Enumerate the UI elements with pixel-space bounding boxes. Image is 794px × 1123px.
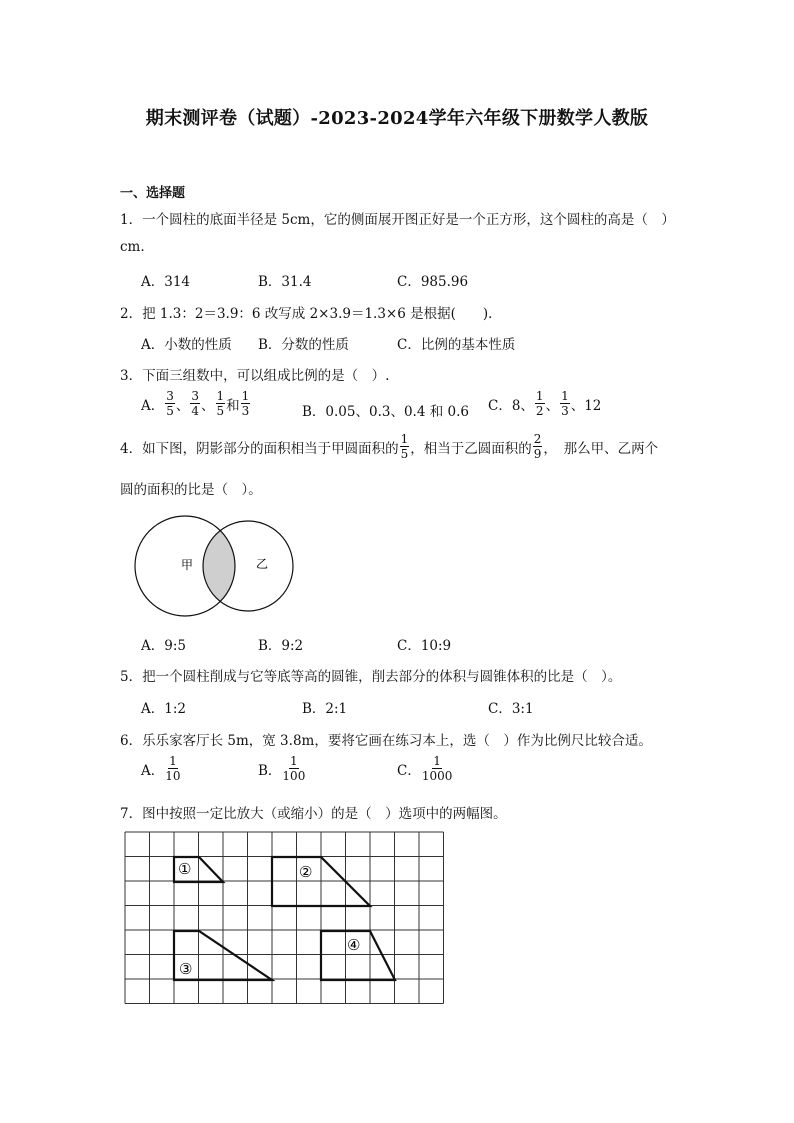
label-jia: 甲: [181, 558, 194, 572]
fraction: $\frac{3}{4}$: [191, 389, 200, 418]
question-5-text: 5．把一个圆柱削成与它等底等高的圆锥，削去部分的体积与圆锥体积的比是（ ）。: [120, 669, 622, 685]
marker-3: ③: [179, 960, 193, 978]
q4-option-c: C．10:9: [397, 638, 452, 654]
section-heading: 一、选择题: [120, 186, 186, 201]
q4-option-a: A．9:5: [141, 638, 186, 654]
fraction: $\frac{1}{100}$: [282, 754, 306, 783]
q4-text-part: ， 那么甲、乙两个: [543, 440, 659, 457]
q3-c-label: C．8、: [488, 397, 534, 414]
q6-option-a: [141, 755, 182, 782]
question-4-text-cont: 圆的面积的比是（ ）。: [120, 482, 262, 498]
q1-option-a: A．314: [141, 274, 191, 290]
fraction: $\frac{1}{3}$: [241, 389, 250, 418]
question-6-text: 6．乐乐家客厅长 5m，宽 3.8m，要将它画在练习本上，选（ ）作为比例尺比较合适。: [120, 733, 652, 749]
q2-option-c: C．比例的基本性质: [397, 337, 516, 353]
question-1-text: 1．一个圆柱的底面半径是 5cm，它的侧面展开图正好是一个正方形，这个圆柱的高是（ ）: [120, 212, 675, 228]
q3-option-a: [141, 390, 251, 417]
q6-b-label: B．: [258, 762, 282, 779]
label-yi: 乙: [256, 557, 269, 571]
separator: 、: [175, 397, 190, 414]
fraction: $\frac{2}{9}$: [533, 432, 542, 461]
q3-option-c: [488, 390, 601, 417]
q6-option-c: [397, 755, 453, 782]
fraction: $\frac{1}{2}$: [535, 389, 544, 418]
conjunction: 和: [226, 397, 240, 414]
question-7-text: 7．图中按照一定比放大（或缩小）的是（ ）选项中的两幅图。: [120, 806, 507, 822]
q5-option-b: B．2:1: [302, 701, 348, 717]
q6-option-b: [258, 755, 306, 782]
fraction: $\frac{1}{3}$: [561, 389, 569, 418]
question-4-text: [120, 433, 658, 460]
fraction: $\frac{1}{5}$: [216, 389, 225, 418]
q5-option-a: A．1:2: [141, 701, 186, 717]
q6-a-label: A．: [141, 762, 165, 779]
q3-c-end: 、12: [570, 397, 602, 414]
separator: 、: [545, 397, 560, 414]
venn-diagram: [128, 510, 338, 625]
q1-option-c: C．985.96: [397, 274, 469, 290]
marker-4: ④: [347, 936, 361, 954]
q3-option-b: B．0.05、0.3、0.4 和 0.6: [302, 404, 469, 420]
question-3-text: 3．下面三组数中，可以组成比例的是（ ）.: [120, 368, 390, 384]
q1-option-b: B．31.4: [258, 274, 312, 290]
grid-figure: [120, 828, 452, 1008]
fraction: $\frac{1}{1000}$: [421, 754, 453, 783]
q4-text-part: 4．如下图，阴影部分的面积相当于甲圆面积的: [120, 440, 399, 457]
q6-c-label: C．: [397, 762, 421, 779]
q4-option-b: B．9:2: [258, 638, 304, 654]
fraction: $\frac{3}{5}$: [166, 389, 174, 418]
question-2-text: 2．把 1.3：2＝3.9：6 改写成 2×3.9＝1.3×6 是根据( )．: [120, 306, 502, 322]
q5-option-c: C．3:1: [488, 701, 534, 717]
q2-option-a: A．小数的性质: [141, 337, 232, 353]
q3-a-label: A．: [141, 397, 165, 414]
separator: 、: [201, 397, 215, 414]
q4-text-part: ，相当于乙圆面积的: [410, 440, 532, 457]
page-title: 期末测评卷（试题）-2023-2024学年六年级下册数学人教版: [145, 108, 649, 129]
marker-2: ②: [299, 863, 313, 881]
fraction: $\frac{1}{10}$: [165, 754, 181, 783]
fraction: $\frac{1}{5}$: [400, 432, 409, 461]
q2-option-b: B．分数的性质: [258, 337, 349, 353]
question-1-text-cont: cm.: [120, 239, 145, 255]
marker-1: ①: [178, 860, 192, 878]
